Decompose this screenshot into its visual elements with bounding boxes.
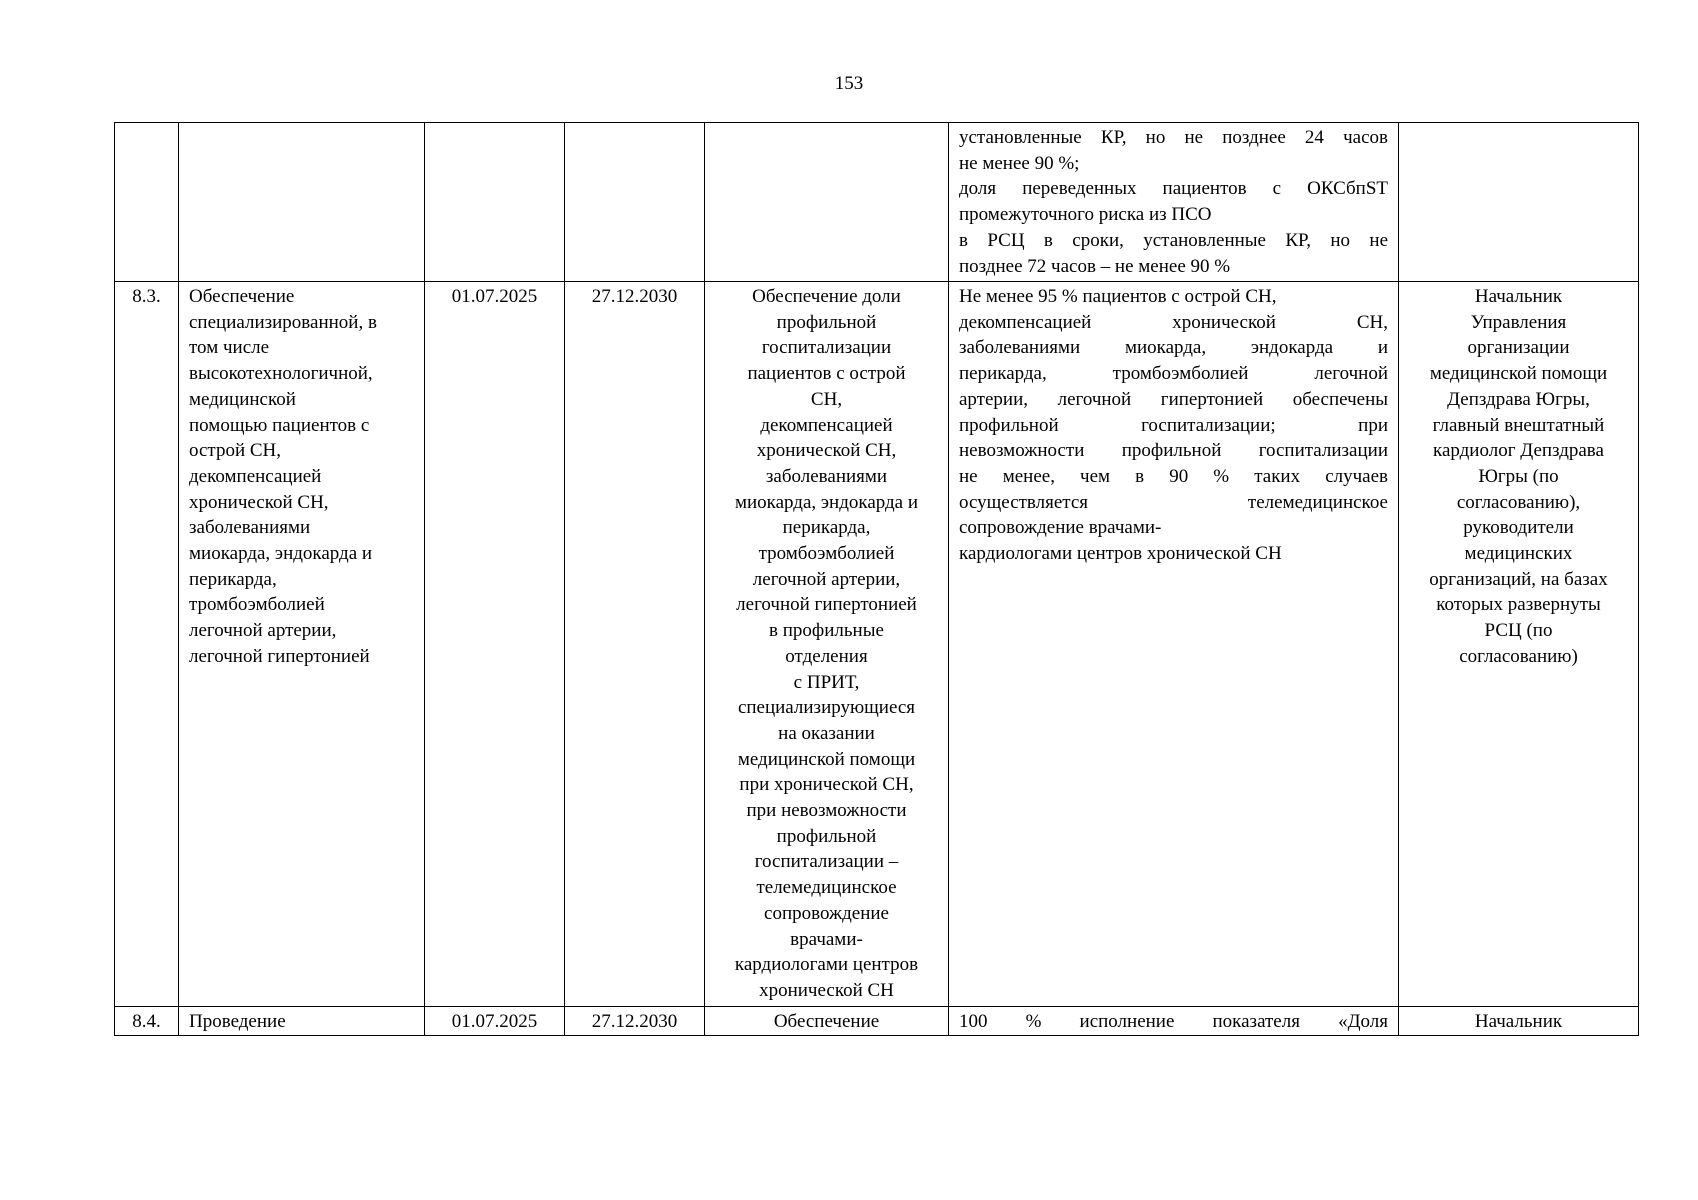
text-line: хронической СН, [189, 491, 329, 513]
text-line: СН, [810, 388, 843, 410]
text-line: острой СН, [189, 440, 282, 462]
cell-number: 8.3. [115, 282, 179, 1007]
text-line: отделения [785, 645, 868, 667]
text-line: госпитализации – [754, 851, 899, 873]
cell-number: 8.4. [115, 1007, 179, 1036]
text-line: с ПРИТ, [793, 671, 860, 693]
text-line: легочной артерии, [752, 568, 901, 590]
text-line: телемедицинское [756, 877, 897, 899]
cell-result [705, 123, 949, 282]
cell-responsible: Начальник [1399, 1007, 1639, 1036]
text-line: кардиологами центров хронической СН [959, 543, 1282, 565]
text-line: позднее 72 часов – не менее 90 % [959, 255, 1231, 277]
cell-name [179, 123, 425, 282]
text-line: организации [1467, 337, 1570, 359]
text-line: невозможности профильной госпитализации [959, 440, 1388, 462]
text-line: специализирующиеся [737, 697, 916, 719]
text-line: специализированной, в [189, 311, 377, 333]
activities-table [114, 122, 1639, 1036]
text-line: профильной госпитализации; при [959, 414, 1388, 436]
cell-indicators [949, 1007, 1399, 1036]
text-line: руководители [1463, 517, 1574, 539]
text-line: кардиологами центров [734, 954, 919, 976]
text-line: не менее, чем в 90 % таких случаев [959, 465, 1388, 487]
text-line: РСЦ (по [1484, 620, 1553, 642]
cell-name [179, 282, 425, 1007]
text-line: Обеспечение [189, 286, 295, 307]
text-line: декомпенсацией [760, 414, 893, 436]
text-line: профильной [776, 311, 877, 333]
text-line: Югры (по [1478, 465, 1559, 487]
text-line: врачами- [790, 928, 863, 950]
page-number: 153 [834, 73, 864, 94]
text-line: осуществляется телемедицинское [959, 491, 1388, 513]
text-line: согласованию) [1459, 645, 1578, 667]
text-line: согласованию), [1456, 491, 1581, 513]
cell-start-date: 01.07.2025 [425, 282, 565, 1007]
text-line: Не менее 95 % пациентов с острой СН, [959, 286, 1277, 307]
text-line: декомпенсацией [189, 465, 322, 487]
text-line: легочной артерии, [189, 620, 337, 642]
text-line: пациентов с острой [747, 363, 906, 385]
text-line: доля переведенных пациентов с ОКСбпST [959, 178, 1388, 200]
text-line: промежуточного риска из ПСО [959, 204, 1212, 226]
text-line: помощью пациентов с [189, 414, 370, 436]
text-line: перикарда, [189, 568, 277, 590]
text-line: хронической СН, [756, 440, 897, 462]
table-row [115, 282, 1639, 1007]
text-line: на оказании [778, 722, 875, 744]
cell-indicators [949, 282, 1399, 1007]
text-line: декомпенсацией хронической СН, [959, 311, 1388, 333]
text-line: Управления [1470, 311, 1567, 333]
text-line: том числе [189, 337, 270, 359]
text-line: Обеспечение доли [752, 286, 901, 307]
text-line: профильной [776, 825, 877, 847]
text-line: заболеваниями [189, 517, 311, 539]
cell-end-date: 27.12.2030 [565, 1007, 705, 1036]
cell-end-date [565, 123, 705, 282]
cell-indicators [949, 123, 1399, 282]
text-line: сопровождение врачами- [959, 517, 1162, 539]
cell-end-date: 27.12.2030 [565, 282, 705, 1007]
cell-result [705, 282, 949, 1007]
text-line: в профильные [769, 620, 884, 642]
text-line: Депздрава Югры, [1447, 388, 1590, 410]
text-line: установленные КР, но не позднее 24 часов [959, 127, 1388, 148]
cell-responsible [1399, 282, 1639, 1007]
text-line: перикарда, [782, 517, 871, 539]
table-row-continuation [115, 123, 1639, 282]
text-line: Начальник [1474, 286, 1563, 307]
text-line: кардиолог Депздрава [1433, 440, 1604, 462]
text-line: 100 % исполнение показателя «Доля [959, 1011, 1388, 1032]
text-line: которых развернуты [1436, 594, 1601, 616]
cell-start-date: 01.07.2025 [425, 1007, 565, 1036]
cell-number [115, 123, 179, 282]
text-line: главный внештатный [1432, 414, 1605, 436]
cell-start-date [425, 123, 565, 282]
text-line: заболеваниями [765, 465, 888, 487]
text-line: высокотехнологичной, [189, 363, 373, 385]
text-line: сопровождение [764, 902, 889, 924]
text-line: артерии, легочной гипертонией обеспечены [959, 388, 1388, 410]
text-line: при хронической СН, [739, 774, 914, 796]
cell-result: Обеспечение [705, 1007, 949, 1036]
text-line: не менее 90 %; [959, 152, 1080, 174]
text-line: медицинской помощи [1429, 363, 1608, 385]
text-line: миокарда, эндокарда и [734, 491, 919, 513]
text-line: перикарда, тромбоэмболией легочной [959, 363, 1388, 385]
cell-name: Проведение [179, 1007, 425, 1036]
text-line: легочной гипертонией [189, 645, 370, 667]
text-line: тромбоэмболией [189, 594, 325, 616]
text-line: медицинской помощи [737, 748, 916, 770]
cell-responsible [1399, 123, 1639, 282]
text-line: легочной гипертонией [736, 594, 917, 616]
text-line: заболеваниями миокарда, эндокарда и [959, 337, 1388, 359]
table-row [115, 1007, 1639, 1036]
text-line: при невозможности [746, 800, 907, 822]
text-line: госпитализации [761, 337, 892, 359]
text-line: миокарда, эндокарда и [189, 543, 373, 565]
text-line: хронической СН [759, 979, 894, 1001]
text-line: медицинских [1464, 543, 1573, 565]
text-line: тромбоэмболией [758, 543, 895, 565]
text-line: в РСЦ в сроки, установленные КР, но не [959, 229, 1388, 251]
text-line: организаций, на базах [1429, 568, 1608, 590]
text-line: медицинской [189, 388, 296, 410]
